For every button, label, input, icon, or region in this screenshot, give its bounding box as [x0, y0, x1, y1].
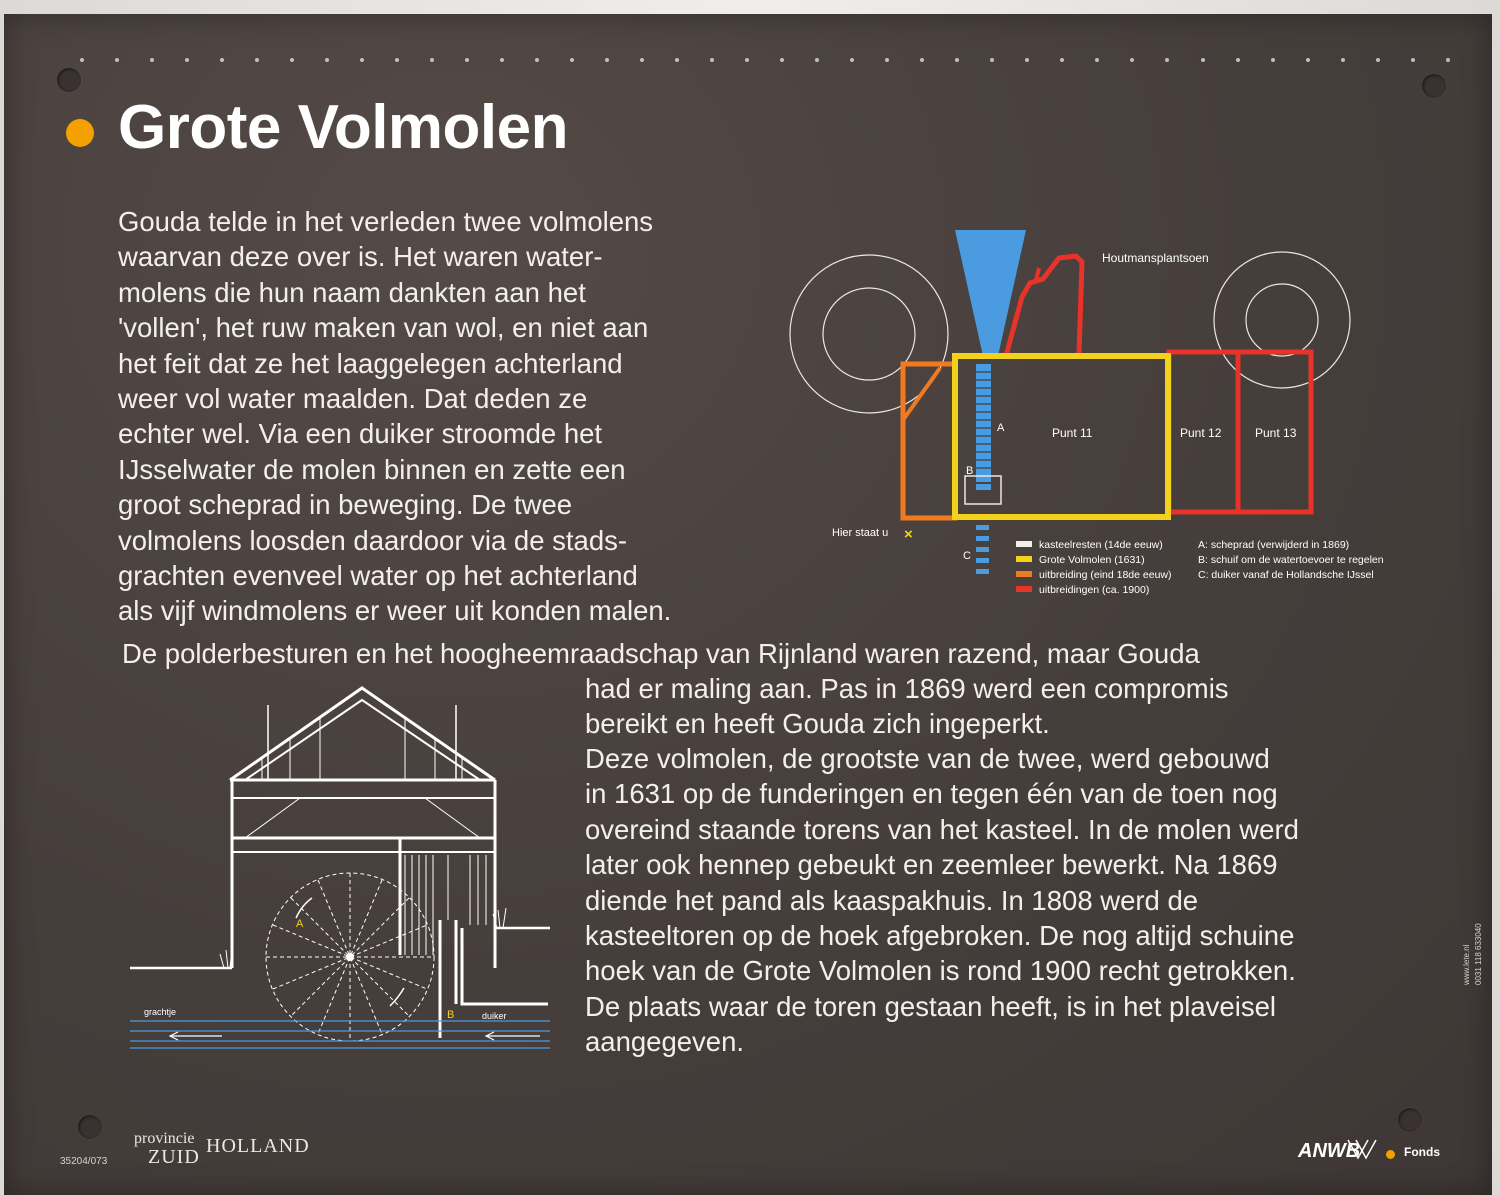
- duiker-label: duiker: [482, 1011, 507, 1021]
- legend-label: kasteelresten (14de eeuw): [1039, 539, 1163, 551]
- map-label-b: B: [966, 465, 974, 477]
- wall-planking: [405, 855, 486, 955]
- legend-label: uitbreidingen (ca. 1900): [1039, 584, 1150, 596]
- anwb-logo: ANWB: [1298, 1140, 1361, 1162]
- fonds-label: Fonds: [1404, 1145, 1440, 1159]
- fonds-dot-icon: [1386, 1150, 1395, 1159]
- legend-note: C: duiker vanaf de Hollandsche IJssel: [1198, 569, 1374, 581]
- roof-truss: [245, 717, 480, 838]
- you-are-here-marker-icon: ×: [904, 526, 913, 543]
- punt-11-label: Punt 11: [1052, 426, 1093, 440]
- anwb-chevron-icon: [1346, 1138, 1380, 1160]
- sign-code: 35204/073: [60, 1156, 108, 1167]
- legend-note: A: scheprad (verwijderd in 1869): [1198, 539, 1350, 551]
- legend-note: B: schuif om de watertoevoer te regelen: [1198, 554, 1384, 566]
- rotation-arrow-icon: [296, 898, 312, 918]
- map-label-a: A: [997, 422, 1005, 434]
- houtmansplantsoen-label: Houtmansplantsoen: [1102, 251, 1209, 265]
- section-label-b: B: [447, 1009, 455, 1021]
- punt-12-label: Punt 12: [1180, 426, 1222, 440]
- paragraph-1-tail: De polderbesturen en het hoogheemraadschap van Rijnland waren razend, maar Gouda: [122, 638, 1200, 669]
- water-lines: [130, 1021, 550, 1048]
- map-label-c: C: [963, 550, 971, 562]
- legend-label: uitbreiding (eind 18de eeuw): [1039, 569, 1172, 581]
- flow-arrows-icon: [170, 1032, 540, 1040]
- paragraph-2: had er maling aan. Pas in 1869 werd een compromis bereikt en heeft Gouda zich ingeperkt.: [585, 673, 1229, 740]
- legend-label: Grote Volmolen (1631): [1039, 554, 1145, 566]
- punt-13-label: Punt 13: [1255, 426, 1297, 440]
- logo-zuid: ZUID: [148, 1146, 200, 1168]
- wheel-hub: [346, 953, 354, 961]
- page-title: Grote Volmolen: [118, 93, 569, 162]
- grachtje-label: grachtje: [144, 1007, 177, 1017]
- provincie-zuid-holland-logo: provincie: [134, 1130, 195, 1147]
- paragraph-3: Deze volmolen, de grootste van de twee, werd gebouwd in 1631 op de funderingen en tegen één van de toen nog overeind staande torens van het kasteel. In de molen werd later ook hennep gebeukt en zeemleer bewerkt. Na 1869 diende het pand als kaaspakhuis. In 1808 werd de kasteeltoren op de hoek afgebroken. De nog altijd schuine hoek van de Grote Volmolen is rond 1900 recht getrokken. De plaats waar de toren gestaan heeft, is in het plaveisel aangegeven.: [585, 743, 1299, 1058]
- section-label-a: A: [296, 918, 304, 930]
- vertical-phone: 0031 118 633040: [1474, 923, 1483, 985]
- you-are-here-label: Hier staat u: [832, 527, 889, 539]
- mill-building-outline: [130, 688, 550, 1038]
- vertical-credit: www.lete.nl: [1462, 944, 1471, 985]
- paragraph-1: Gouda telde in het verleden twee volmolens waarvan deze over is. Het waren water- molens die hun naam dankten aan het 'vollen', het ruw maken van wol, en niet aan het feit dat ze het laaggelegen achterland weer vol water maalden. Dat deden ze echter wel. Via een duiker stroomde het IJsselwater de molen binnen en zette een groot scheprad in beweging. De twee volmolens loosden daardoor via de stads- grachten evenveel water op het achterland als vijf windmolens er weer uit konden malen.: [118, 206, 672, 627]
- logo-holland: HOLLAND: [206, 1135, 310, 1157]
